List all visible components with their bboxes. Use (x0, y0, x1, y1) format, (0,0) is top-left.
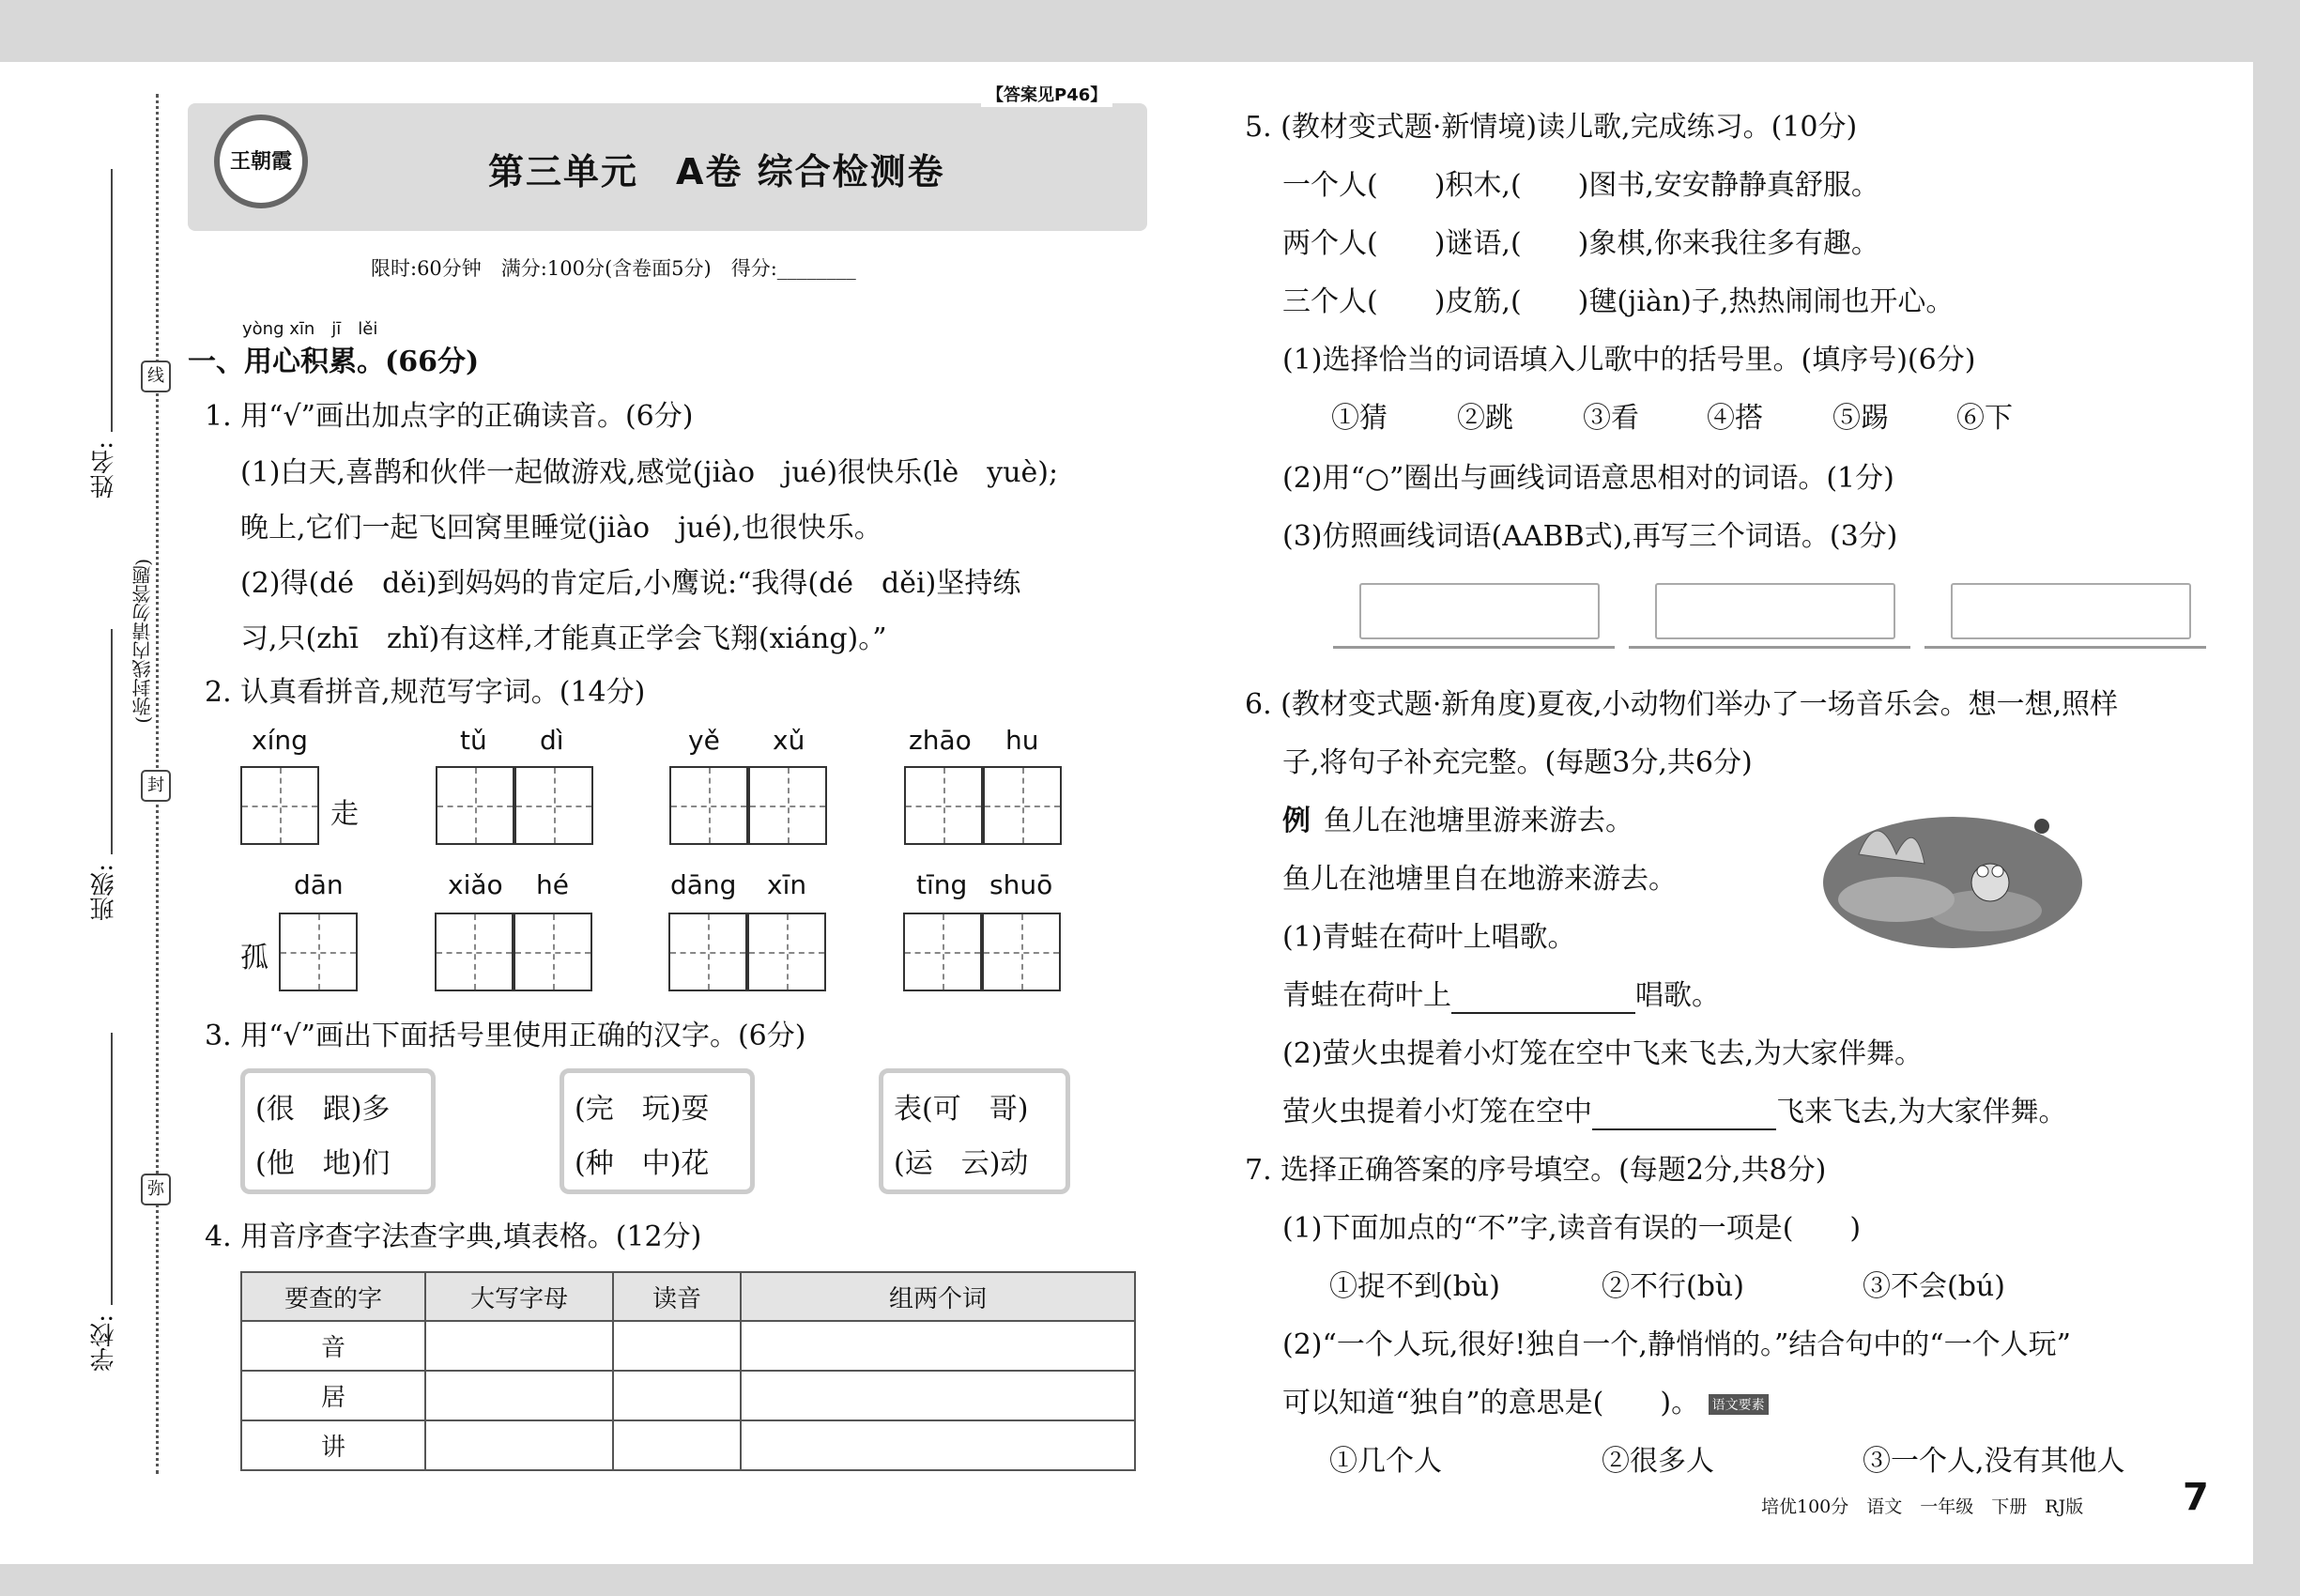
pinyin: shuō (989, 869, 1053, 900)
q6-sub1: (1)青蛙在荷叶上唱歌。 (1282, 921, 1576, 954)
answer-cell[interactable] (425, 1420, 613, 1470)
q6-sub2: (2)萤火虫提着小灯笼在空中飞来飞去,为大家伴舞。 (1282, 1037, 1924, 1070)
q1-line3: (2)得(dé děi)到妈妈的肯定后,小鹰说:“我得(dé děi)坚持练 (240, 567, 1021, 600)
option: ③看 (1583, 402, 1639, 435)
option: ④搭 (1707, 402, 1763, 435)
sentence-part: 青蛙在荷叶上 (1282, 979, 1451, 1012)
pinyin: hé (536, 869, 569, 900)
answer-cell[interactable] (613, 1371, 741, 1420)
table-row (241, 1420, 1135, 1470)
seal-mi: 弥 (141, 1174, 171, 1205)
answer-cell[interactable] (741, 1371, 1135, 1420)
frog-pond-illustration (1821, 789, 2093, 958)
option: ②不行(bù) (1602, 1270, 1744, 1303)
question-text: 可以知道“独自”的意思是( )。 (1282, 1387, 1700, 1420)
q6-sub1-answer-line (1282, 972, 1720, 1014)
given-char: 孤 (240, 942, 268, 974)
pinyin: dì (540, 725, 564, 756)
page-number: 7 (2183, 1476, 2209, 1519)
writing-box[interactable] (982, 913, 1061, 991)
option: ③一个人,没有其他人 (1863, 1445, 2125, 1478)
choice-item[interactable]: (完 玩)耍 (575, 1093, 710, 1126)
choice-item[interactable]: 表(可 哥) (894, 1093, 1029, 1126)
lookup-table (240, 1271, 1136, 1471)
writing-box[interactable] (514, 913, 592, 991)
choice-item[interactable]: (种 中)花 (575, 1147, 710, 1180)
q5-sub3: (3)仿照画线词语(AABB式),再写三个词语。(3分) (1282, 520, 1898, 553)
answer-cell[interactable] (741, 1420, 1135, 1470)
pinyin: dāng (670, 869, 737, 900)
answer-blank[interactable] (1592, 1096, 1776, 1130)
q6-title: 6. (教材变式题·新角度)夏夜,小动物们举办了一场音乐会。想一想,照样 (1245, 688, 2119, 721)
pinyin: xíng (252, 725, 308, 756)
writing-box[interactable] (514, 766, 593, 845)
sentence-part: 萤火虫提着小灯笼在空中 (1282, 1096, 1592, 1128)
table-cell: 音 (241, 1321, 425, 1371)
seal-feng: 封 (141, 770, 171, 802)
class-underline (111, 629, 113, 854)
option: ⑤踢 (1832, 402, 1889, 435)
pinyin: tǔ (460, 725, 487, 756)
q7-title: 7. 选择正确答案的序号填空。(每题2分,共8分) (1245, 1154, 1827, 1187)
name-label: 姓名: (90, 441, 118, 499)
school-underline (111, 1033, 113, 1305)
choice-item[interactable]: (他 地)们 (255, 1147, 391, 1180)
rhyme-line: 一个人( )积木,( )图书,安安静静真舒服。 (1282, 169, 1879, 202)
option: ①几个人 (1329, 1445, 1442, 1478)
literacy-badge: 语文要素 (1709, 1394, 1769, 1415)
answer-cell[interactable] (425, 1371, 613, 1420)
rhyme-line: 两个人( )谜语,( )象棋,你来我往多有趣。 (1282, 227, 1879, 260)
q1-line2: 晚上,它们一起飞回窝里睡觉(jiào jué),也很快乐。 (240, 512, 882, 545)
example-label: 例 (1282, 805, 1311, 837)
pinyin: dān (294, 869, 344, 900)
choice-item[interactable]: (很 跟)多 (255, 1093, 391, 1126)
answer-cell[interactable] (613, 1321, 741, 1371)
table-row (241, 1321, 1135, 1371)
table-header: 要查的字 (241, 1272, 425, 1321)
pinyin: yě (688, 725, 720, 756)
answer-reference: 【答案见P46】 (981, 81, 1112, 107)
example-answer: 鱼儿在池塘里自在地游来游去。 (1282, 863, 1677, 896)
footer-info: 培优100分 语文 一年级 下册 RJ版 (1761, 1496, 2084, 1517)
page-title: 第三单元 A卷 综合检测卷 (488, 151, 945, 192)
q5-sub2: (2)用“○”圈出与画线词语意思相对的词语。(1分) (1282, 462, 1894, 495)
q5-sub1: (1)选择恰当的词语填入儿歌中的括号里。(填序号)(6分) (1282, 344, 1976, 376)
pinyin: xǔ (773, 725, 805, 756)
writing-box[interactable] (983, 766, 1062, 845)
option: ②跳 (1457, 402, 1513, 435)
logo: 王朝霞 (214, 115, 308, 208)
writing-box[interactable] (747, 913, 826, 991)
option: ①猜 (1331, 402, 1388, 435)
section-pinyin: yòng xīn jī lěi (242, 319, 378, 339)
writing-box[interactable] (669, 766, 748, 845)
answer-field[interactable] (1951, 583, 2191, 639)
given-char: 走 (330, 798, 359, 831)
table-cell: 讲 (241, 1420, 425, 1470)
q7-sub2: (2)“一个人玩,很好!独自一个,静悄悄的。”结合句中的“一个人玩” (1282, 1328, 2071, 1361)
writing-box[interactable] (668, 913, 747, 991)
answer-blank[interactable] (1451, 979, 1635, 1014)
sentence-part: 唱歌。 (1635, 979, 1720, 1012)
pinyin: xiǎo (448, 869, 503, 900)
writing-box[interactable] (748, 766, 827, 845)
answer-cell[interactable] (425, 1321, 613, 1371)
option: ①捉不到(bù) (1329, 1270, 1500, 1303)
answer-cell[interactable] (741, 1321, 1135, 1371)
writing-box[interactable] (279, 913, 358, 991)
time-limit-info: 限时:60分钟 满分:100分(含卷面5分) 得分:________ (371, 257, 856, 280)
q1-title: 1. 用“√”画出加点字的正确读音。(6分) (205, 400, 694, 433)
seal-note: (弥封线内请勿答题) (129, 559, 156, 724)
sentence-part: 飞来飞去,为大家伴舞。 (1776, 1096, 2067, 1128)
choice-item[interactable]: (运 云)动 (894, 1147, 1029, 1180)
example-sentence: 鱼儿在池塘里游来游去。 (1324, 805, 1633, 837)
writing-box[interactable] (435, 913, 514, 991)
q6-sub2-answer-line (1282, 1088, 2067, 1130)
option: ③不会(bú) (1863, 1270, 2005, 1303)
q7-sub1: (1)下面加点的“不”字,读音有误的一项是( ) (1282, 1212, 1862, 1245)
table-row (241, 1371, 1135, 1420)
table-header: 读音 (613, 1272, 741, 1321)
writing-box[interactable] (240, 766, 319, 845)
pinyin: tīng (916, 869, 968, 900)
answer-field[interactable] (1359, 583, 1600, 639)
q1-line4: 习,只(zhī zhǐ)有这样,才能真正学会飞翔(xiáng)。” (240, 622, 887, 655)
pinyin: hu (1005, 725, 1039, 756)
answer-field[interactable] (1655, 583, 1895, 639)
q2-title: 2. 认真看拼音,规范写字词。(14分) (205, 676, 646, 709)
class-label: 班级: (90, 864, 118, 921)
answer-banner (1333, 575, 1615, 649)
table-header: 组两个词 (741, 1272, 1135, 1321)
seal-xian: 线 (141, 361, 171, 392)
q5-title: 5. (教材变式题·新情境)读儿歌,完成练习。(10分) (1245, 111, 1858, 144)
table-header: 大写字母 (425, 1272, 613, 1321)
q4-title: 4. 用音序查字法查字典,填表格。(12分) (205, 1220, 702, 1253)
answer-banner (1924, 575, 2206, 649)
pinyin: xīn (767, 869, 807, 900)
q7-sub2-cont (1282, 1379, 1769, 1420)
writing-box[interactable] (436, 766, 514, 845)
writing-box[interactable] (903, 913, 982, 991)
q6-title-cont: 子,将句子补充完整。(每题3分,共6分) (1282, 746, 1753, 779)
answer-banner (1629, 575, 1910, 649)
answer-cell[interactable] (613, 1420, 741, 1470)
option: ⑥下 (1956, 402, 2013, 435)
pinyin: zhāo (909, 725, 972, 756)
table-cell: 居 (241, 1371, 425, 1420)
section-title: 一、用心积累。(66分) (188, 345, 480, 378)
option: ②很多人 (1602, 1445, 1714, 1478)
q1-line1: (1)白天,喜鹊和伙伴一起做游戏,感觉(jiào jué)很快乐(lè yuè); (240, 456, 1059, 489)
q3-title: 3. 用“√”画出下面括号里使用正确的汉字。(6分) (205, 1020, 806, 1052)
rhyme-line: 三个人( )皮筋,( )毽(jiàn)子,热热闹闹也开心。 (1282, 285, 1955, 318)
school-label: 学校: (90, 1314, 118, 1372)
name-underline (111, 169, 113, 432)
writing-box[interactable] (904, 766, 983, 845)
